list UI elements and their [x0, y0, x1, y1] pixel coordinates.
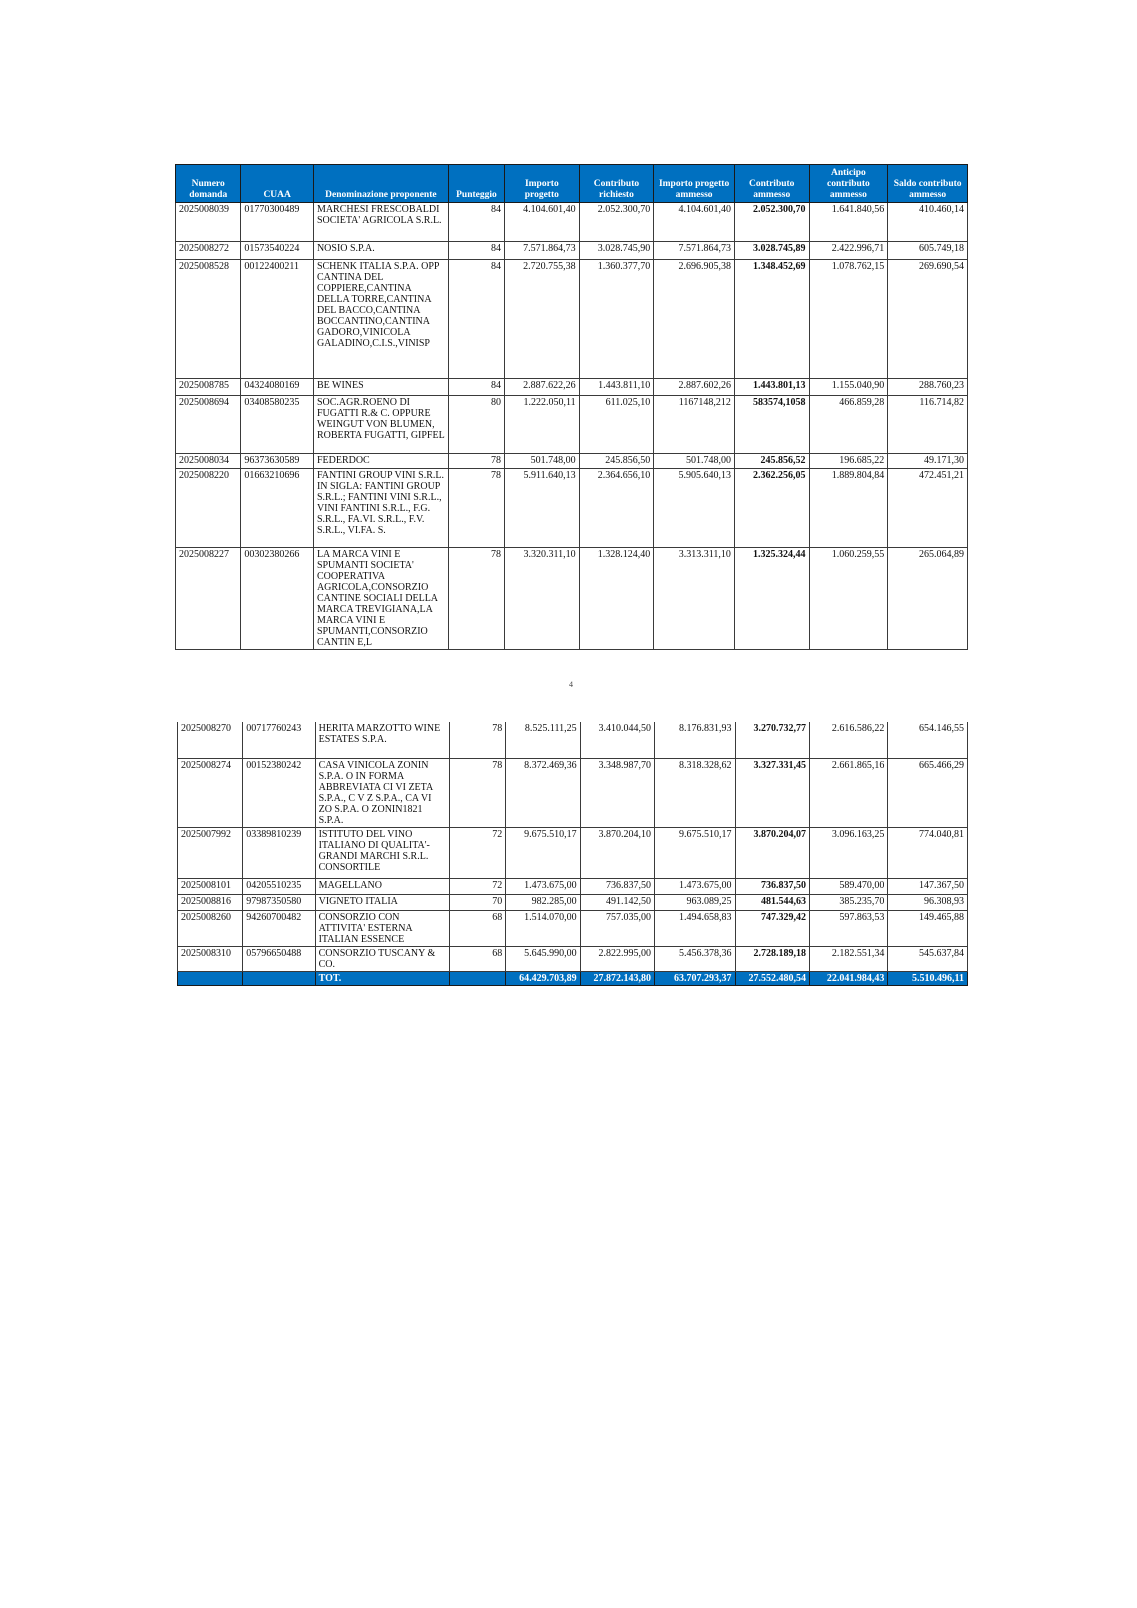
cell-denominazione: LA MARCA VINI E SPUMANTI SOCIETA' COOPERATIVA AGRICOLA,CONSORZIO CANTINE SOCIALI DELLA MARCA TREVIGIANA,LA MARCA VINI E SPUMANTI,CONSORZIO CANTIN E,L [313, 548, 448, 650]
cell-importo-ammesso: 5.905.640,13 [654, 469, 735, 548]
cell-punteggio: 80 [448, 396, 504, 454]
table-row [176, 260, 968, 379]
cell-saldo: 96.308,93 [888, 894, 968, 910]
cell-importo-progetto: 5.645.990,00 [506, 946, 580, 971]
cell-numero-domanda: 2025008694 [176, 396, 241, 454]
cell-importo-progetto: 1.222.050,11 [505, 396, 580, 454]
cell-denominazione: CONSORZIO CON ATTIVITA' ESTERNA ITALIAN ESSENCE [315, 910, 450, 946]
cell-saldo: 288.760,23 [888, 379, 968, 396]
table-row [176, 379, 968, 396]
total-label: TOT. [315, 971, 450, 985]
cell-importo-ammesso: 1.473.675,00 [655, 878, 736, 894]
cell-importo-ammesso: 9.675.510,17 [655, 827, 736, 878]
cell-importo-progetto: 7.571.864,73 [505, 242, 580, 260]
cell-importo-progetto: 5.911.640,13 [505, 469, 580, 548]
cell-punteggio: 68 [450, 910, 506, 946]
cell-importo-progetto: 8.525.111,25 [506, 722, 580, 758]
cell-saldo: 116.714,82 [888, 396, 968, 454]
cell-denominazione: FANTINI GROUP VINI S.R.L. IN SIGLA: FANTINI GROUP S.R.L.; FANTINI VINI S.R.L., VINI FANTINI S.R.L., F.G. S.R.L., FA.VI. S.R.L., F.V. S.R.L., VI.FA. S. [313, 469, 448, 548]
cell-punteggio: 68 [450, 946, 506, 971]
cell-saldo: 665.466,29 [888, 758, 968, 827]
cell-contributo-richiesto: 736.837,50 [580, 878, 654, 894]
cell-contributo-ammesso: 736.837,50 [735, 878, 809, 894]
cell-punteggio: 84 [448, 203, 504, 242]
table-row [176, 469, 968, 548]
table-row [176, 548, 968, 650]
cell-numero-domanda: 2025008785 [176, 379, 241, 396]
table-body-1 [176, 203, 968, 650]
cell-punteggio: 78 [450, 722, 506, 758]
cell-importo-progetto: 4.104.601,40 [505, 203, 580, 242]
cell-numero-domanda: 2025008816 [178, 894, 243, 910]
cell-cuaa: 01663210696 [241, 469, 314, 548]
cell-importo-progetto: 9.675.510,17 [506, 827, 580, 878]
cell-contributo-richiesto: 3.348.987,70 [580, 758, 654, 827]
cell-importo-progetto: 501.748,00 [505, 454, 580, 469]
table-row [176, 203, 968, 242]
cell-denominazione: SCHENK ITALIA S.P.A. OPP CANTINA DEL COPPIERE,CANTINA DELLA TORRE,CANTINA DEL BACCO,CANTINA BOCCANTINO,CANTINA GADORO,VINICOLA GALADINO,C.I.S.,VINISP [313, 260, 448, 379]
cell-contributo-ammesso: 1.325.324,44 [734, 548, 809, 650]
cell-importo-progetto: 1.514.070,00 [506, 910, 580, 946]
cell-anticipo: 589.470,00 [809, 878, 887, 894]
table-row [178, 722, 968, 758]
cell-numero-domanda: 2025008260 [178, 910, 243, 946]
cell-importo-progetto: 2.887.622,26 [505, 379, 580, 396]
cell-denominazione: ISTITUTO DEL VINO ITALIANO DI QUALITA'- GRANDI MARCHI S.R.L. CONSORTILE [315, 827, 450, 878]
cell-contributo-ammesso: 583574,1058 [734, 396, 809, 454]
cell-punteggio: 70 [450, 894, 506, 910]
header-denominazione: Denominazione proponente [313, 165, 448, 203]
cell-punteggio: 84 [448, 242, 504, 260]
cell-denominazione: MARCHESI FRESCOBALDI SOCIETA' AGRICOLA S.R.L. [313, 203, 448, 242]
cell-importo-ammesso: 5.456.378,36 [655, 946, 736, 971]
cell-denominazione: CONSORZIO TUSCANY & CO. [315, 946, 450, 971]
cell-saldo: 545.637,84 [888, 946, 968, 971]
cell-importo-ammesso: 963.089,25 [655, 894, 736, 910]
cell-cuaa: 94260700482 [243, 910, 315, 946]
cell-saldo: 605.749,18 [888, 242, 968, 260]
cell-punteggio: 72 [450, 878, 506, 894]
table-row [178, 894, 968, 910]
total-importo: 64.429.703,89 [506, 971, 580, 985]
cell-anticipo: 597.863,53 [809, 910, 887, 946]
cell-anticipo: 1.641.840,56 [809, 203, 888, 242]
cell-contributo-ammesso: 3.870.204,07 [735, 827, 809, 878]
cell-numero-domanda: 2025008310 [178, 946, 243, 971]
cell-contributo-richiesto: 1.328.124,40 [579, 548, 654, 650]
cell-cuaa: 00717760243 [243, 722, 315, 758]
cell-numero-domanda: 2025008270 [178, 722, 243, 758]
cell-contributo-ammesso: 2.362.256,05 [734, 469, 809, 548]
cell-denominazione: SOC.AGR.ROENO DI FUGATTI R.& C. OPPURE WEINGUT VON BLUMEN, ROBERTA FUGATTI, GIPFEL [313, 396, 448, 454]
cell-cuaa: 01573540224 [241, 242, 314, 260]
cell-denominazione: VIGNETO ITALIA [315, 894, 450, 910]
total-richiesto: 27.872.143,80 [580, 971, 654, 985]
cell-anticipo: 2.616.586,22 [809, 722, 887, 758]
cell-contributo-ammesso: 1.348.452,69 [734, 260, 809, 379]
cell-denominazione: NOSIO S.P.A. [313, 242, 448, 260]
cell-saldo: 269.690,54 [888, 260, 968, 379]
total-empty-cell [178, 971, 243, 985]
cell-cuaa: 96373630589 [241, 454, 314, 469]
cell-contributo-richiesto: 1.443.811,10 [579, 379, 654, 396]
header-contributo-ammesso: Contributo ammesso [734, 165, 809, 203]
cell-cuaa: 03408580235 [241, 396, 314, 454]
cell-contributo-richiesto: 757.035,00 [580, 910, 654, 946]
cell-denominazione: BE WINES [313, 379, 448, 396]
totals-row [178, 971, 968, 985]
ranking-table-page-top [175, 164, 968, 650]
cell-contributo-richiesto: 491.142,50 [580, 894, 654, 910]
table-row [176, 454, 968, 469]
cell-anticipo: 2.182.551,34 [809, 946, 887, 971]
cell-saldo: 410.460,14 [888, 203, 968, 242]
cell-punteggio: 78 [448, 469, 504, 548]
cell-anticipo: 3.096.163,25 [809, 827, 887, 878]
cell-contributo-ammesso: 481.544,63 [735, 894, 809, 910]
cell-importo-ammesso: 8.176.831,93 [655, 722, 736, 758]
cell-contributo-ammesso: 3.270.732,77 [735, 722, 809, 758]
cell-saldo: 265.064,89 [888, 548, 968, 650]
cell-anticipo: 2.422.996,71 [809, 242, 888, 260]
header-punteggio: Punteggio [448, 165, 504, 203]
table-row [178, 827, 968, 878]
cell-importo-ammesso: 1167148,212 [654, 396, 735, 454]
cell-saldo: 49.171,30 [888, 454, 968, 469]
table-row [178, 878, 968, 894]
table-row [178, 910, 968, 946]
cell-denominazione: CASA VINICOLA ZONIN S.P.A. O IN FORMA ABBREVIATA CI VI ZETA S.P.A., C V Z S.P.A., CA VI ZO S.P.A. O ZONIN1821 S.P.A. [315, 758, 450, 827]
cell-denominazione: FEDERDOC [313, 454, 448, 469]
cell-numero-domanda: 2025008034 [176, 454, 241, 469]
cell-contributo-richiesto: 2.822.995,00 [580, 946, 654, 971]
total-contributo-ammesso: 27.552.480,54 [735, 971, 809, 985]
table-row [178, 946, 968, 971]
cell-contributo-ammesso: 1.443.801,13 [734, 379, 809, 396]
cell-contributo-richiesto: 2.364.656,10 [579, 469, 654, 548]
cell-saldo: 774.040,81 [888, 827, 968, 878]
cell-numero-domanda: 2025008039 [176, 203, 241, 242]
header-importo-progetto: Importo progetto [505, 165, 580, 203]
cell-punteggio: 84 [448, 379, 504, 396]
header-contributo-richiesto: Contributo richiesto [579, 165, 654, 203]
cell-anticipo: 196.685,22 [809, 454, 888, 469]
total-importo-ammesso: 63.707.293,37 [655, 971, 736, 985]
cell-importo-ammesso: 8.318.328,62 [655, 758, 736, 827]
header-cuaa: CUAA [241, 165, 314, 203]
cell-punteggio: 78 [450, 758, 506, 827]
cell-cuaa: 03389810239 [243, 827, 315, 878]
cell-numero-domanda: 2025007992 [178, 827, 243, 878]
cell-contributo-ammesso: 747.329,42 [735, 910, 809, 946]
cell-contributo-ammesso: 2.728.189,18 [735, 946, 809, 971]
cell-importo-ammesso: 2.696.905,38 [654, 260, 735, 379]
cell-contributo-richiesto: 2.052.300,70 [579, 203, 654, 242]
cell-denominazione: HERITA MARZOTTO WINE ESTATES S.P.A. [315, 722, 450, 758]
cell-cuaa: 97987350580 [243, 894, 315, 910]
cell-cuaa: 00122400211 [241, 260, 314, 379]
header-numero-domanda: Numero domanda [176, 165, 241, 203]
header-anticipo: Anticipo contributo ammesso [809, 165, 888, 203]
cell-cuaa: 01770300489 [241, 203, 314, 242]
cell-denominazione: MAGELLANO [315, 878, 450, 894]
cell-cuaa: 00302380266 [241, 548, 314, 650]
cell-contributo-richiesto: 611.025,10 [579, 396, 654, 454]
cell-saldo: 472.451,21 [888, 469, 968, 548]
header-row [176, 165, 968, 203]
cell-numero-domanda: 2025008528 [176, 260, 241, 379]
cell-importo-ammesso: 4.104.601,40 [654, 203, 735, 242]
cell-anticipo: 2.661.865,16 [809, 758, 887, 827]
cell-importo-ammesso: 1.494.658,83 [655, 910, 736, 946]
cell-contributo-richiesto: 3.870.204,10 [580, 827, 654, 878]
cell-importo-progetto: 2.720.755,38 [505, 260, 580, 379]
cell-numero-domanda: 2025008272 [176, 242, 241, 260]
cell-anticipo: 466.859,28 [809, 396, 888, 454]
cell-numero-domanda: 2025008227 [176, 548, 241, 650]
table-row [178, 758, 968, 827]
cell-numero-domanda: 2025008220 [176, 469, 241, 548]
cell-contributo-richiesto: 245.856,50 [579, 454, 654, 469]
total-saldo: 5.510.496,11 [888, 971, 968, 985]
cell-contributo-richiesto: 3.410.044,50 [580, 722, 654, 758]
cell-cuaa: 05796650488 [243, 946, 315, 971]
cell-contributo-ammesso: 245.856,52 [734, 454, 809, 469]
ranking-table-page-bottom [177, 722, 968, 986]
cell-punteggio: 72 [450, 827, 506, 878]
table-row [176, 242, 968, 260]
cell-cuaa: 04205510235 [243, 878, 315, 894]
cell-importo-progetto: 982.285,00 [506, 894, 580, 910]
cell-saldo: 654.146,55 [888, 722, 968, 758]
cell-importo-progetto: 1.473.675,00 [506, 878, 580, 894]
cell-saldo: 147.367,50 [888, 878, 968, 894]
cell-contributo-ammesso: 3.327.331,45 [735, 758, 809, 827]
cell-importo-ammesso: 7.571.864,73 [654, 242, 735, 260]
cell-contributo-richiesto: 3.028.745,90 [579, 242, 654, 260]
cell-numero-domanda: 2025008101 [178, 878, 243, 894]
cell-anticipo: 1.060.259,55 [809, 548, 888, 650]
cell-punteggio: 78 [448, 454, 504, 469]
header-importo-progetto-ammesso: Importo progetto ammesso [654, 165, 735, 203]
total-anticipo: 22.041.984,43 [809, 971, 887, 985]
cell-importo-progetto: 8.372.469,36 [506, 758, 580, 827]
table-row [176, 396, 968, 454]
cell-punteggio: 78 [448, 548, 504, 650]
cell-importo-ammesso: 501.748,00 [654, 454, 735, 469]
cell-importo-ammesso: 3.313.311,10 [654, 548, 735, 650]
total-empty-cell [450, 971, 506, 985]
cell-numero-domanda: 2025008274 [178, 758, 243, 827]
cell-importo-progetto: 3.320.311,10 [505, 548, 580, 650]
total-empty-cell [243, 971, 315, 985]
cell-punteggio: 84 [448, 260, 504, 379]
cell-importo-ammesso: 2.887.602,26 [654, 379, 735, 396]
page-mark: 4 [569, 680, 573, 689]
cell-contributo-ammesso: 3.028.745,89 [734, 242, 809, 260]
cell-anticipo: 1.155.040,90 [809, 379, 888, 396]
cell-cuaa: 00152380242 [243, 758, 315, 827]
cell-anticipo: 1.078.762,15 [809, 260, 888, 379]
cell-saldo: 149.465,88 [888, 910, 968, 946]
table-body-2 [178, 722, 968, 971]
cell-anticipo: 385.235,70 [809, 894, 887, 910]
cell-contributo-richiesto: 1.360.377,70 [579, 260, 654, 379]
cell-anticipo: 1.889.804,84 [809, 469, 888, 548]
header-saldo: Saldo contributo ammesso [888, 165, 968, 203]
cell-contributo-ammesso: 2.052.300,70 [734, 203, 809, 242]
cell-cuaa: 04324080169 [241, 379, 314, 396]
